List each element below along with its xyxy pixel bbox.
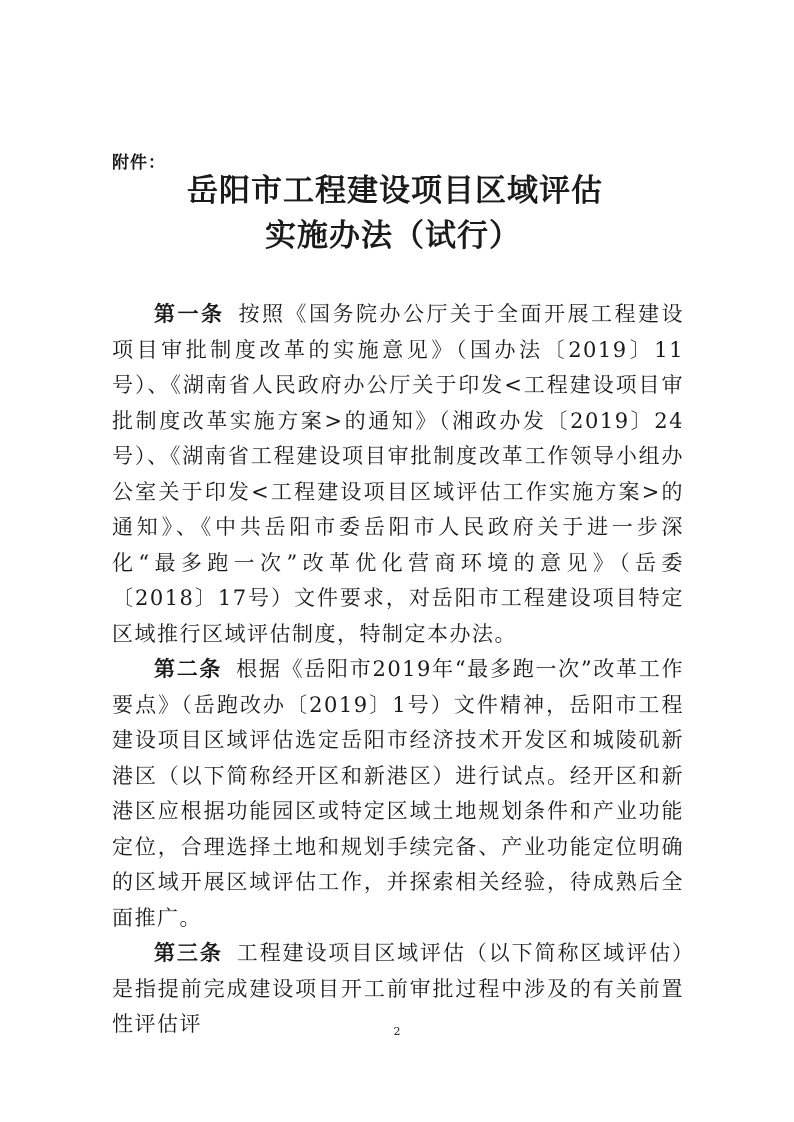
article-number: 第三条 bbox=[154, 941, 223, 965]
document-body bbox=[112, 297, 684, 1043]
document-title-line1: 岳阳市工程建设项目区域评估 bbox=[187, 173, 603, 209]
article-number: 第一条 bbox=[154, 302, 225, 326]
article-1 bbox=[112, 297, 684, 652]
article-2 bbox=[112, 652, 684, 936]
article-text: 按照《国务院办公厅关于全面开展工程建设项目审批制度改革的实施意见》（国办法〔2019〕11号）、《湖南省人民政府办公厅关于印发<工程建设项目审批制度改革实施方案>的通知》（湘政办发〔2019〕24号）、《湖南省工程建设项目审批制度改革工作领导小组办公室关于印发<工程建设项目区域评估工作实施方案>的通知》、《中共岳阳市委岳阳市人民政府关于进一步深化“最多跑一次”改革优化营商环境的意见》（岳委〔2018〕17号）文件要求，对岳阳市工程建设项目特定区域推行区域评估制度，特制定本办法。 bbox=[112, 302, 684, 646]
article-number: 第二条 bbox=[154, 657, 223, 681]
article-text: 工程建设项目区域评估（以下简称区域评估）是指提前完成建设项目开工前审批过程中涉及的有关前置性评估评 bbox=[112, 941, 685, 1036]
attachment-label: 附件： bbox=[112, 153, 166, 173]
document-title-line2: 实施办法（试行） bbox=[265, 218, 521, 254]
article-text: 根据《岳阳市2019年“最多跑一次”改革工作要点》（岳跑改办〔2019〕1号）文件精神，岳阳市工程建设项目区域评估选定岳阳市经济技术开发区和城陵矶新港区（以下简称经开区和新港区）进行试点。经开区和新港区应根据功能园区或特定区域土地规划条件和产业功能定位，合理选择土地和规划手续完备、产业功能定位明确的区域开展区域评估工作，并探索相关经验，待成熟后全面推广。 bbox=[112, 657, 684, 930]
page-number: 2 bbox=[393, 1025, 401, 1038]
